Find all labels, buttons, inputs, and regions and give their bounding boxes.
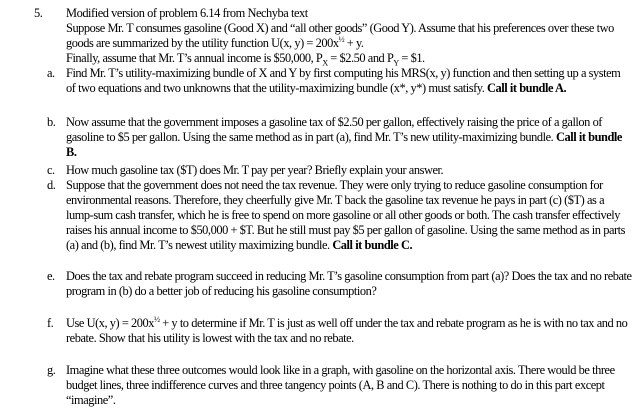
part-letter: c. <box>47 163 55 177</box>
problem-title: Modified version of problem 6.14 from Nechyba text <box>66 6 308 20</box>
part-text: Does the tax and rebate program succeed in reducing Mr. T’s gasoline consumption from part (a)? Does the tax and no rebate program in (b) do a better job of reducing his gasoline consumption? <box>66 269 632 298</box>
part-letter: e. <box>47 269 55 283</box>
part-text: + y to determine if Mr. T is just as well off under the tax and rebate program as he is with no tax and no rebate. Show that his utility is lowest with the tax and no rebate. <box>66 316 628 345</box>
part-text: Find Mr. T’s utility-maximizing bundle of X and Y by first computing his MRS(x, y) function and then setting up a system of two equations and two unknowns that the utility-maximizing bundle (x*, y*) must satisfy. <box>66 66 621 95</box>
problem-setup: Suppose Mr. T consumes gasoline (Good X) and “all other goods” (Good Y). Assume that his preferences over these two goods are summarized by the utility function U(x, $y) = 200x^{\frac{1}{2}} + y$. <box>66 20 614 50</box>
part-letter: f. <box>47 316 54 330</box>
part-g <box>47 363 632 408</box>
problem-number: 5. <box>34 6 43 20</box>
part-pre: Use U(x, y) = 200x <box>66 316 155 330</box>
problem-income: Finally, assume that Mr. T’s annual income is $50,000, $P_X$ = $2.50 and $P_Y$ = $1. <box>66 50 425 68</box>
part-c <box>47 163 632 178</box>
part-letter: b. <box>47 115 56 129</box>
part-text: Imagine what these three outcomes would look like in a graph, with gasoline on the horizontal axis. There would be three budget lines, three indifference curves and three tangency points (A, B and C). There is nothing to do in this part except “imagine”. <box>66 363 615 407</box>
part-bold: Call it bundle A. <box>487 80 567 95</box>
part-exp: ½ <box>154 314 160 324</box>
part-e <box>47 269 632 299</box>
part-text: Now assume that the government imposes a gasoline tax of $2.50 per gallon, effectively raising the price of a gallon of gasoline to $5 per gallon. Using the same method as in part (a), find Mr. T’s new utility-maximizing bundle. <box>66 115 602 144</box>
problem-intro <box>66 6 634 66</box>
part-text: How much gasoline tax ($T) does Mr. T pay per year? Briefly explain your answer. <box>66 163 444 177</box>
part-letter: g. <box>47 363 56 377</box>
part-b <box>47 115 632 160</box>
part-f <box>47 314 632 346</box>
part-text: Suppose that the government does not need the tax revenue. They were only trying to reduce gasoline consumption for environmental reasons. Therefore, they cheerfully give Mr. T back the gasoline tax revenue he pays in part (c) ($T) as a lump-sum cash transfer, which he is free to spend on more gasoline or all other goods or both. The cash transfer effectively raises his annual income to $50,000 + $T. But he still must pay $5 per gallon of gasoline. Using the same method as in parts (a) and (b), find Mr. T’s newest utility maximizing bundle. <box>66 178 626 252</box>
part-letter: d. <box>47 178 56 192</box>
part-a <box>47 66 632 96</box>
part-d <box>47 178 632 253</box>
part-bold: Call it bundle C. <box>332 237 413 252</box>
part-letter: a. <box>47 66 55 80</box>
part-bold: Call it bundle B. <box>66 129 622 159</box>
